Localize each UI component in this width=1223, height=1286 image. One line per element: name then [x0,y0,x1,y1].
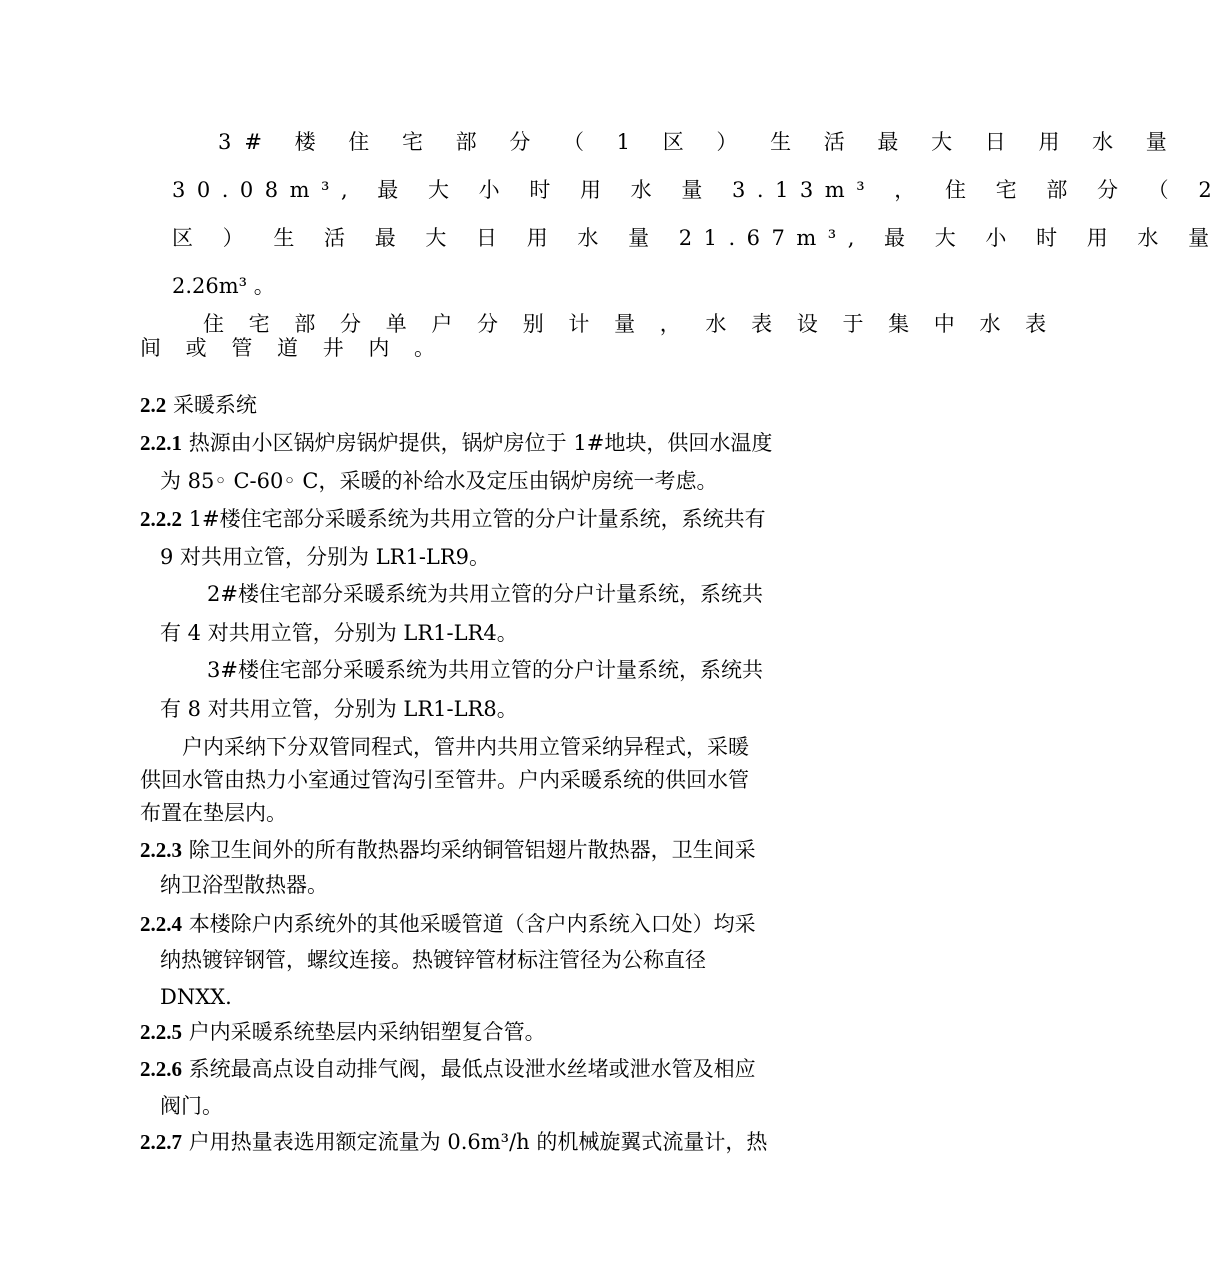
item-2-2-2-line1 [140,505,766,533]
item-text: 户用热量表选用额定流量为 0.6m³/h 的机械旋翼式流量计，热 [188,1130,768,1154]
item-number: 2.2.2 [140,507,182,531]
para1-line4: 2.26m³ 。 [172,274,275,298]
item-2-2-2-p3-line1: 3#楼住宅部分采暖系统为共用立管的分户计量系统，系统共 [207,658,763,682]
item-2-2-4-line1 [140,910,756,938]
item-text: 户内采暖系统垫层内采纳铝塑复合管。 [188,1020,546,1044]
para2-line2: 间 或 管 道 井 内 。 [140,336,445,360]
item-2-2-6-line2: 阀门。 [160,1094,223,1118]
item-2-2-2-p3-line2: 有 8 对共用立管，分别为 LR1-LR8。 [160,697,518,721]
item-2-2-4-line2: 纳热镀锌钢管，螺纹连接。热镀锌管材标注管径为公称直径 [160,948,706,972]
item-number: 2.2.3 [140,838,182,862]
item-2-2-2-p2-line1: 2#楼住宅部分采暖系统为共用立管的分户计量系统，系统共 [207,582,763,606]
item-2-2-6-line1 [140,1055,756,1083]
item-number: 2.2.5 [140,1020,182,1044]
section-heading [140,391,257,419]
item-number: 2.2.7 [140,1130,182,1154]
item-2-2-1-line1 [140,429,772,457]
para1-line2: 30.08m³, 最 大 小 时 用 水 量 3.13m³ ， 住 宅 部 分 （ 2 [172,178,1223,202]
item-2-2-2-p4-line3: 布置在垫层内。 [140,801,287,825]
item-number: 2.2.4 [140,912,182,936]
item-2-2-5-line1 [140,1018,546,1046]
para1-line3: 区 ） 生 活 最 大 日 用 水 量 21.67m³, 最 大 小 时 用 水 量 [172,226,1221,250]
item-text: 除卫生间外的所有散热器均采纳铜管铝翅片散热器，卫生间采 [188,838,756,862]
item-2-2-2-p2-line2: 有 4 对共用立管，分别为 LR1-LR4。 [160,621,518,645]
item-text: 本楼除户内系统外的其他采暖管道（含户内系统入口处）均采 [188,912,756,936]
item-text: 1#楼住宅部分采暖系统为共用立管的分户计量系统，系统共有 [188,507,766,531]
item-text: 系统最高点设自动排气阀，最低点设泄水丝堵或泄水管及相应 [188,1057,756,1081]
section-title: 采暖系统 [172,393,257,417]
section-number: 2.2 [140,393,167,417]
item-number: 2.2.6 [140,1057,182,1081]
item-2-2-1-line2: 为 85◦ C-60◦ C，采暖的补给水及定压由锅炉房统一考虑。 [160,469,718,493]
item-2-2-2-line2: 9 对共用立管，分别为 LR1-LR9。 [160,545,491,569]
item-2-2-2-p4-line1: 户内采纳下分双管同程式，管井内共用立管采纳异程式，采暖 [182,735,749,759]
item-2-2-2-p4-line2: 供回水管由热力小室通过管沟引至管井。户内采暖系统的供回水管 [140,768,749,792]
item-2-2-3-line2: 纳卫浴型散热器。 [160,873,328,897]
item-text: 热源由小区锅炉房锅炉提供，锅炉房位于 1#地块，供回水温度 [188,431,773,455]
item-2-2-3-line1 [140,836,756,864]
item-2-2-4-line3: DNXX. [160,985,232,1009]
para1-line1: 3# 楼 住 宅 部 分 （ 1 区 ） 生 活 最 大 日 用 水 量 [218,130,1180,154]
para2-line1: 住 宅 部 分 单 户 分 别 计 量 ， 水 表 设 于 集 中 水 表 [203,312,1056,336]
item-2-2-7-line1 [140,1128,767,1156]
item-number: 2.2.1 [140,431,182,455]
